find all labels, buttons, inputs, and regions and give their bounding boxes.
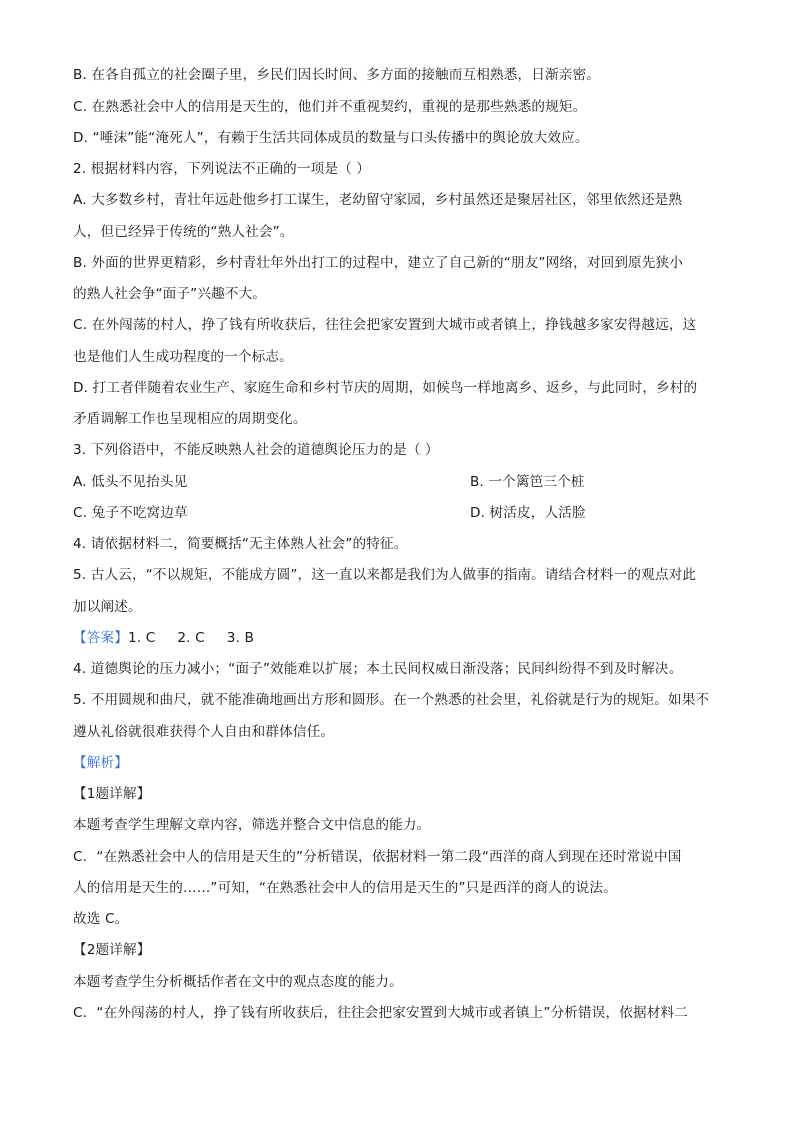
option-c-q1: C. 在熟悉社会中人的信用是天生的，他们并不重视契约，重视的是那些熟悉的规矩。 [73, 99, 587, 115]
option-c-q2-line2: 也是他们人生成功程度的一个标志。 [73, 349, 293, 365]
q1-detail-line4: 故选 C。 [73, 911, 129, 927]
answer-3: 3. B [226, 630, 254, 646]
answer-line [73, 628, 723, 648]
answer-5-line2: 遵从礼俗就很难获得个人自由和群体信任。 [73, 724, 335, 740]
q1-detail-line1: 本题考查学生理解文章内容，筛选并整合文中信息的能力。 [73, 817, 431, 833]
question-5-line1: 5. 古人云，“不以规矩，不能成方圆”，这一直以来都是我们为人做事的指南。请结合材料一的观点对此 [73, 567, 697, 583]
q3-option-c: C. 兔子不吃窝边草 [73, 505, 188, 521]
answer-4: 4. 道德舆论的压力减小；“面子”效能难以扩展；本土民间权威日渐没落；民间纠纷得不到及时解决。 [73, 661, 683, 677]
answer-heading: 【答案】 [73, 630, 128, 646]
question-4: 4. 请依据材料二，简要概括“无主体熟人社会”的特征。 [73, 536, 408, 552]
option-b-q2-line1: B. 外面的世界更精彩，乡村青壮年外出打工的过程中，建立了自己新的“朋友”网络，对回到原先狭小 [73, 255, 684, 271]
option-d-q2-line2: 矛盾调解工作也呈现相应的周期变化。 [73, 411, 307, 427]
analysis-heading: 【解析】 [73, 755, 128, 771]
q2-detail-line1: 本题考查学生分析概括作者在文中的观点态度的能力。 [73, 974, 403, 990]
q1-detail-line3: 人的信用是天生的……”可知，“在熟悉社会中人的信用是天生的”只是西洋的商人的说法。 [73, 880, 617, 896]
option-b-q2-line2: 的熟人社会争“面子”兴趣不大。 [73, 286, 267, 302]
option-c-q2-line1: C. 在外闯荡的村人，挣了钱有所收获后，往往会把家安置到大城市或者镇上，挣钱越多家安得越远，这 [73, 317, 697, 333]
answer-2: 2. C [177, 630, 205, 646]
answer-1: 1. C [127, 630, 156, 646]
q2-detail-line2: C．“在外闯荡的村人，挣了钱有所收获后，往往会把家安置到大城市或者镇上”分析错误，依据材料二 [73, 1005, 689, 1021]
q1-detail-line2: C．“在熟悉社会中人的信用是天生的”分析错误，依据材料一第二段“西洋的商人到现在还时常说中国 [73, 849, 682, 865]
q3-options-row2 [73, 503, 723, 523]
answer-5-line1: 5. 不用圆规和曲尺，就不能准确地画出方形和圆形。在一个熟悉的社会里，礼俗就是行为的规矩。如果不 [73, 692, 710, 708]
q3-option-d: D. 树活皮，人活脸 [470, 505, 586, 521]
q3-option-a: A. 低头不见抬头见 [73, 474, 188, 490]
question-3: 3. 下列俗语中，不能反映熟人社会的道德舆论压力的是（ ） [73, 442, 439, 458]
question-5-line2: 加以阐述。 [73, 599, 142, 615]
option-d-q1: D. “唾沫”能“淹死人”，有赖于生活共同体成员的数量与口头传播中的舆论放大效应。 [73, 130, 589, 146]
q1-detail-heading: 【1题详解】 [73, 786, 151, 802]
q3-option-b: B. 一个篱笆三个桩 [470, 474, 585, 490]
q3-options-row1 [73, 472, 723, 492]
q2-detail-heading: 【2题详解】 [73, 942, 151, 958]
option-a-q2-line1: A. 大多数乡村，青壮年远赴他乡打工谋生，老幼留守家园，乡村虽然还是聚居社区，邻里依然还是熟 [73, 192, 683, 208]
option-a-q2-line2: 人，但已经异于传统的“熟人社会”。 [73, 224, 294, 240]
option-d-q2-line1: D. 打工者伴随着农业生产、家庭生命和乡村节庆的周期，如候鸟一样地离乡、返乡，与此同时，乡村的 [73, 380, 698, 396]
question-2: 2. 根据材料内容，下列说法不正确的一项是（ ） [73, 161, 371, 177]
option-b-q1: B. 在各自孤立的社会圈子里，乡民们因长时间、多方面的接触而互相熟悉，日渐亲密。 [73, 67, 600, 83]
